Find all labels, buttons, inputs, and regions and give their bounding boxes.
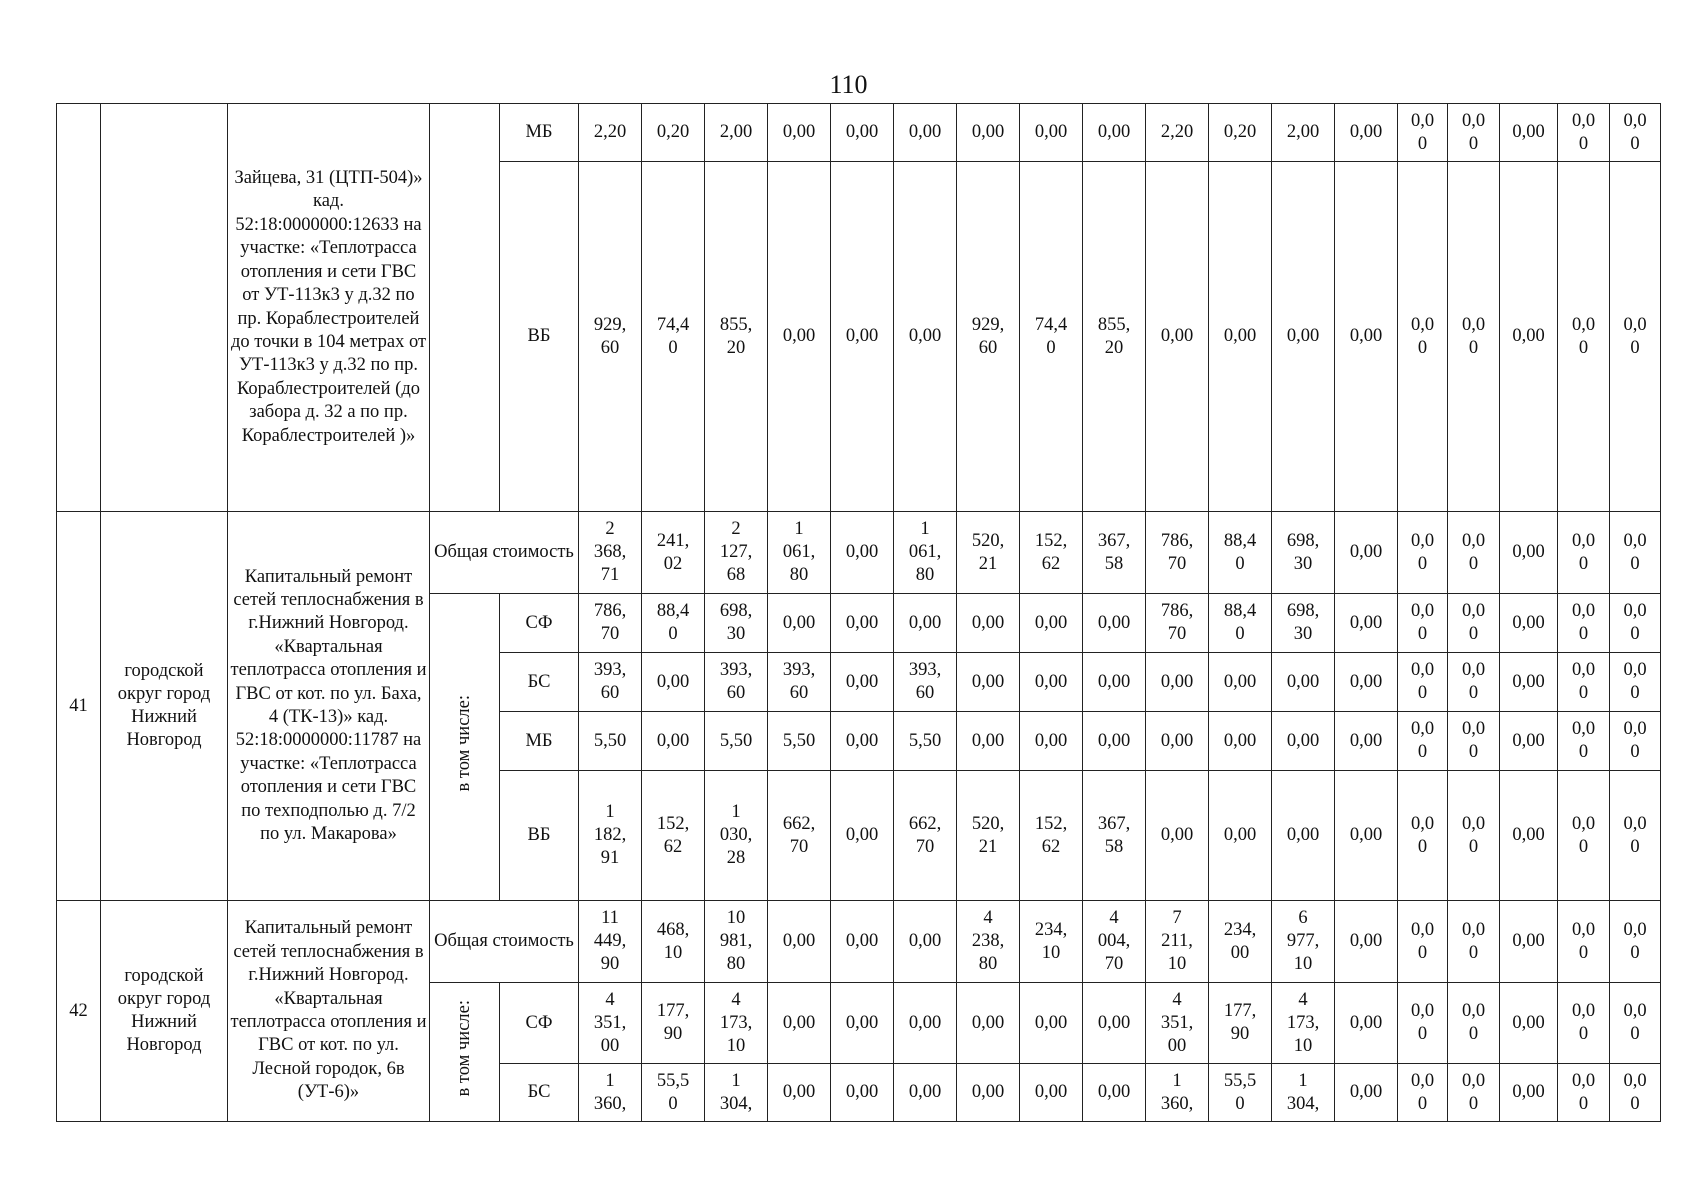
amount-cell: 0,0 0 xyxy=(1558,104,1610,162)
amount-cell: 0,0 0 xyxy=(1448,512,1500,594)
amount-cell: 0,00 xyxy=(894,1064,957,1122)
amount-cell: 0,00 xyxy=(1146,162,1209,512)
amount-cell: 0,00 xyxy=(1500,594,1558,653)
object-description: Капитальный ремонт сетей теплоснабжения в г.Нижний Новгород. «Квартальная теплотрасса отопления и ГВС от кот. по ул. Баха, 4 (ТК-13)» кад. 52:18:0000000:11787 на участке: «Теплотрасса отопления и сети ГВС по техподполью д. 7/2 по ул. Макарова» xyxy=(228,512,430,901)
amount-cell: 0,0 0 xyxy=(1448,983,1500,1064)
amount-cell: 0,00 xyxy=(957,104,1020,162)
amount-cell: 0,0 0 xyxy=(1558,653,1610,712)
amount-cell: 0,00 xyxy=(1020,712,1083,771)
amount-cell: 468, 10 xyxy=(642,901,705,983)
amount-cell: 0,00 xyxy=(1335,771,1398,901)
amount-cell: 0,0 0 xyxy=(1558,594,1610,653)
amount-cell: 0,00 xyxy=(1146,653,1209,712)
amount-cell: 929, 60 xyxy=(579,162,642,512)
amount-cell: 1 030, 28 xyxy=(705,771,768,901)
amount-cell: 0,00 xyxy=(1272,712,1335,771)
municipality-cell: городской округ город Нижний Новгород xyxy=(101,901,228,1122)
amount-cell: 2,20 xyxy=(1146,104,1209,162)
amount-cell: 393, 60 xyxy=(579,653,642,712)
amount-cell: 0,00 xyxy=(1209,771,1272,901)
amount-cell: 0,0 0 xyxy=(1610,594,1661,653)
amount-cell: 0,00 xyxy=(768,901,831,983)
object-description: Капитальный ремонт сетей теплоснабжения в г.Нижний Новгород. «Квартальная теплотрасса отопления и ГВС от кот. по ул. Лесной городок, 6в (УТ-6)» xyxy=(228,901,430,1122)
amount-cell: 0,00 xyxy=(1020,594,1083,653)
amount-cell: 0,0 0 xyxy=(1398,983,1448,1064)
amount-cell: 0,00 xyxy=(1335,712,1398,771)
amount-cell: 1 182, 91 xyxy=(579,771,642,901)
amount-cell: 0,00 xyxy=(894,162,957,512)
table-row xyxy=(57,104,1661,162)
amount-cell: 55,5 0 xyxy=(642,1064,705,1122)
amount-cell: 0,00 xyxy=(831,983,894,1064)
amount-cell: 0,0 0 xyxy=(1448,104,1500,162)
including-cell-empty xyxy=(430,104,500,512)
amount-cell: 786, 70 xyxy=(1146,594,1209,653)
amount-cell: 234, 00 xyxy=(1209,901,1272,983)
amount-cell: 0,0 0 xyxy=(1448,162,1500,512)
amount-cell: 0,00 xyxy=(1335,594,1398,653)
amount-cell: 7 211, 10 xyxy=(1146,901,1209,983)
amount-cell: 0,00 xyxy=(1335,901,1398,983)
amount-cell: 0,00 xyxy=(1335,653,1398,712)
including-label-cell xyxy=(430,594,500,901)
amount-cell: 1 360, xyxy=(579,1064,642,1122)
amount-cell: 0,00 xyxy=(1335,1064,1398,1122)
amount-cell: 0,0 0 xyxy=(1558,901,1610,983)
amount-cell: 855, 20 xyxy=(1083,162,1146,512)
amount-cell: 0,00 xyxy=(1020,104,1083,162)
amount-cell: 0,00 xyxy=(1335,104,1398,162)
amount-cell: 0,00 xyxy=(831,162,894,512)
amount-cell: 0,00 xyxy=(1500,653,1558,712)
amount-cell: 1 304, xyxy=(705,1064,768,1122)
amount-cell: 855, 20 xyxy=(705,162,768,512)
amount-cell: 0,00 xyxy=(831,712,894,771)
amount-cell: 4 004, 70 xyxy=(1083,901,1146,983)
amount-cell: 0,00 xyxy=(957,1064,1020,1122)
municipality-cell: городской округ город Нижний Новгород xyxy=(101,512,228,901)
amount-cell: 0,00 xyxy=(894,901,957,983)
amount-cell: 0,20 xyxy=(1209,104,1272,162)
row-number xyxy=(57,104,101,512)
amount-cell: 0,0 0 xyxy=(1398,162,1448,512)
amount-cell: 11 449, 90 xyxy=(579,901,642,983)
amount-cell: 0,00 xyxy=(1272,771,1335,901)
amount-cell: 177, 90 xyxy=(1209,983,1272,1064)
amount-cell: 0,00 xyxy=(768,594,831,653)
amount-cell: 0,0 0 xyxy=(1448,712,1500,771)
amount-cell: 0,0 0 xyxy=(1448,653,1500,712)
amount-cell: 74,4 0 xyxy=(642,162,705,512)
amount-cell: 0,00 xyxy=(957,983,1020,1064)
amount-cell: 393, 60 xyxy=(894,653,957,712)
amount-cell: 152, 62 xyxy=(642,771,705,901)
amount-cell: 0,0 0 xyxy=(1398,594,1448,653)
amount-cell: 520, 21 xyxy=(957,771,1020,901)
amount-cell: 0,0 0 xyxy=(1610,983,1661,1064)
including-label-cell xyxy=(430,983,500,1122)
amount-cell: 0,00 xyxy=(642,653,705,712)
amount-cell: 698, 30 xyxy=(1272,594,1335,653)
amount-cell: 0,00 xyxy=(957,594,1020,653)
amount-cell: 0,0 0 xyxy=(1558,771,1610,901)
amount-cell: 0,20 xyxy=(642,104,705,162)
amount-cell: 0,00 xyxy=(1020,1064,1083,1122)
amount-cell: 0,0 0 xyxy=(1610,901,1661,983)
amount-cell: 2 127, 68 xyxy=(705,512,768,594)
amount-cell: 0,00 xyxy=(894,594,957,653)
including-label: в том числе: xyxy=(454,1000,474,1097)
amount-cell: 5,50 xyxy=(768,712,831,771)
amount-cell: 2 368, 71 xyxy=(579,512,642,594)
amount-cell: 0,0 0 xyxy=(1610,1064,1661,1122)
amount-cell: 0,0 0 xyxy=(1558,162,1610,512)
amount-cell: 0,0 0 xyxy=(1610,771,1661,901)
amount-cell: 0,00 xyxy=(1020,653,1083,712)
amount-cell: 0,00 xyxy=(768,104,831,162)
funding-type-bs: БС xyxy=(500,653,579,712)
amount-cell: 0,00 xyxy=(1083,1064,1146,1122)
amount-cell: 5,50 xyxy=(579,712,642,771)
amount-cell: 0,00 xyxy=(1500,712,1558,771)
amount-cell: 0,00 xyxy=(1083,712,1146,771)
amount-cell: 0,00 xyxy=(894,104,957,162)
amount-cell: 4 351, 00 xyxy=(579,983,642,1064)
amount-cell: 0,00 xyxy=(831,771,894,901)
amount-cell: 0,00 xyxy=(957,653,1020,712)
amount-cell: 0,00 xyxy=(1209,712,1272,771)
amount-cell: 4 173, 10 xyxy=(705,983,768,1064)
row-number: 42 xyxy=(57,901,101,1122)
amount-cell: 74,4 0 xyxy=(1020,162,1083,512)
funding-type-total: Общая стоимость xyxy=(430,901,579,983)
amount-cell: 0,0 0 xyxy=(1398,1064,1448,1122)
amount-cell: 0,00 xyxy=(831,104,894,162)
amount-cell: 0,00 xyxy=(831,1064,894,1122)
amount-cell: 4 238, 80 xyxy=(957,901,1020,983)
amount-cell: 698, 30 xyxy=(1272,512,1335,594)
amount-cell: 786, 70 xyxy=(579,594,642,653)
amount-cell: 393, 60 xyxy=(705,653,768,712)
amount-cell: 367, 58 xyxy=(1083,771,1146,901)
amount-cell: 0,00 xyxy=(1020,983,1083,1064)
amount-cell: 0,0 0 xyxy=(1448,901,1500,983)
amount-cell: 0,00 xyxy=(642,712,705,771)
amount-cell: 0,00 xyxy=(957,712,1020,771)
amount-cell: 0,00 xyxy=(831,512,894,594)
amount-cell: 0,0 0 xyxy=(1448,771,1500,901)
amount-cell: 177, 90 xyxy=(642,983,705,1064)
funding-type-bs: БС xyxy=(500,1064,579,1122)
funding-type-vb: ВБ xyxy=(500,771,579,901)
amount-cell: 0,00 xyxy=(768,1064,831,1122)
amount-cell: 0,0 0 xyxy=(1610,653,1661,712)
amount-cell: 367, 58 xyxy=(1083,512,1146,594)
amount-cell: 0,00 xyxy=(1500,104,1558,162)
object-description: Зайцева, 31 (ЦТП-504)» кад. 52:18:0000000:12633 на участке: «Теплотрасса отопления и сети ГВС от УТ-113к3 у д.32 по пр. Кораблестроителей до точки в 104 метрах от УТ-113к3 у д.32 по пр. Кораблестроителей (до забора д. 32 а по пр. Кораблестроителей )» xyxy=(228,104,430,512)
amount-cell: 0,00 xyxy=(831,901,894,983)
amount-cell: 520, 21 xyxy=(957,512,1020,594)
amount-cell: 4 351, 00 xyxy=(1146,983,1209,1064)
amount-cell: 6 977, 10 xyxy=(1272,901,1335,983)
amount-cell: 5,50 xyxy=(894,712,957,771)
funding-type-sf: СФ xyxy=(500,594,579,653)
amount-cell: 10 981, 80 xyxy=(705,901,768,983)
amount-cell: 0,0 0 xyxy=(1558,512,1610,594)
municipality-cell xyxy=(101,104,228,512)
amount-cell: 1 304, xyxy=(1272,1064,1335,1122)
amount-cell: 0,00 xyxy=(1083,653,1146,712)
amount-cell: 0,00 xyxy=(1500,162,1558,512)
amount-cell: 0,00 xyxy=(1272,162,1335,512)
amount-cell: 0,00 xyxy=(1209,162,1272,512)
amount-cell: 234, 10 xyxy=(1020,901,1083,983)
amount-cell: 5,50 xyxy=(705,712,768,771)
funding-table xyxy=(56,103,1661,1122)
amount-cell: 0,0 0 xyxy=(1610,104,1661,162)
amount-cell: 0,00 xyxy=(1083,983,1146,1064)
amount-cell: 0,00 xyxy=(1209,653,1272,712)
amount-cell: 0,0 0 xyxy=(1398,512,1448,594)
amount-cell: 0,00 xyxy=(1335,162,1398,512)
amount-cell: 0,00 xyxy=(1335,983,1398,1064)
page-number: 110 xyxy=(829,70,868,99)
amount-cell: 152, 62 xyxy=(1020,771,1083,901)
amount-cell: 88,4 0 xyxy=(642,594,705,653)
amount-cell: 1 360, xyxy=(1146,1064,1209,1122)
amount-cell: 0,00 xyxy=(831,653,894,712)
amount-cell: 0,0 0 xyxy=(1448,594,1500,653)
amount-cell: 1 061, 80 xyxy=(768,512,831,594)
amount-cell: 0,00 xyxy=(1146,771,1209,901)
amount-cell: 2,00 xyxy=(705,104,768,162)
including-label: в том числе: xyxy=(454,695,474,792)
amount-cell: 0,00 xyxy=(1500,512,1558,594)
amount-cell: 0,0 0 xyxy=(1558,1064,1610,1122)
amount-cell: 0,0 0 xyxy=(1610,512,1661,594)
amount-cell: 0,00 xyxy=(1500,901,1558,983)
amount-cell: 0,00 xyxy=(1083,104,1146,162)
amount-cell: 0,0 0 xyxy=(1398,901,1448,983)
funding-type-total: Общая стоимость xyxy=(430,512,579,594)
amount-cell: 0,00 xyxy=(1146,712,1209,771)
amount-cell: 55,5 0 xyxy=(1209,1064,1272,1122)
funding-type-vb: ВБ xyxy=(500,162,579,512)
row-number: 41 xyxy=(57,512,101,901)
amount-cell: 0,0 0 xyxy=(1448,1064,1500,1122)
amount-cell: 0,00 xyxy=(768,983,831,1064)
amount-cell: 0,0 0 xyxy=(1398,712,1448,771)
amount-cell: 241, 02 xyxy=(642,512,705,594)
amount-cell: 0,00 xyxy=(768,162,831,512)
amount-cell: 1 061, 80 xyxy=(894,512,957,594)
funding-type-mb: МБ xyxy=(500,104,579,162)
amount-cell: 0,00 xyxy=(1335,512,1398,594)
amount-cell: 929, 60 xyxy=(957,162,1020,512)
amount-cell: 0,0 0 xyxy=(1398,104,1448,162)
amount-cell: 0,00 xyxy=(1500,1064,1558,1122)
amount-cell: 0,0 0 xyxy=(1398,771,1448,901)
amount-cell: 0,0 0 xyxy=(1610,162,1661,512)
amount-cell: 662, 70 xyxy=(768,771,831,901)
table-row xyxy=(57,901,1661,983)
amount-cell: 698, 30 xyxy=(705,594,768,653)
amount-cell: 662, 70 xyxy=(894,771,957,901)
amount-cell: 0,00 xyxy=(894,983,957,1064)
funding-type-mb: МБ xyxy=(500,712,579,771)
amount-cell: 88,4 0 xyxy=(1209,594,1272,653)
amount-cell: 786, 70 xyxy=(1146,512,1209,594)
amount-cell: 4 173, 10 xyxy=(1272,983,1335,1064)
amount-cell: 393, 60 xyxy=(768,653,831,712)
amount-cell: 0,00 xyxy=(1500,771,1558,901)
table-row xyxy=(57,512,1661,594)
amount-cell: 0,00 xyxy=(831,594,894,653)
amount-cell: 2,00 xyxy=(1272,104,1335,162)
funding-type-sf: СФ xyxy=(500,983,579,1064)
amount-cell: 0,00 xyxy=(1500,983,1558,1064)
amount-cell: 152, 62 xyxy=(1020,512,1083,594)
amount-cell: 88,4 0 xyxy=(1209,512,1272,594)
amount-cell: 0,0 0 xyxy=(1558,983,1610,1064)
amount-cell: 2,20 xyxy=(579,104,642,162)
amount-cell: 0,00 xyxy=(1272,653,1335,712)
amount-cell: 0,00 xyxy=(1083,594,1146,653)
amount-cell: 0,0 0 xyxy=(1398,653,1448,712)
amount-cell: 0,0 0 xyxy=(1558,712,1610,771)
amount-cell: 0,0 0 xyxy=(1610,712,1661,771)
